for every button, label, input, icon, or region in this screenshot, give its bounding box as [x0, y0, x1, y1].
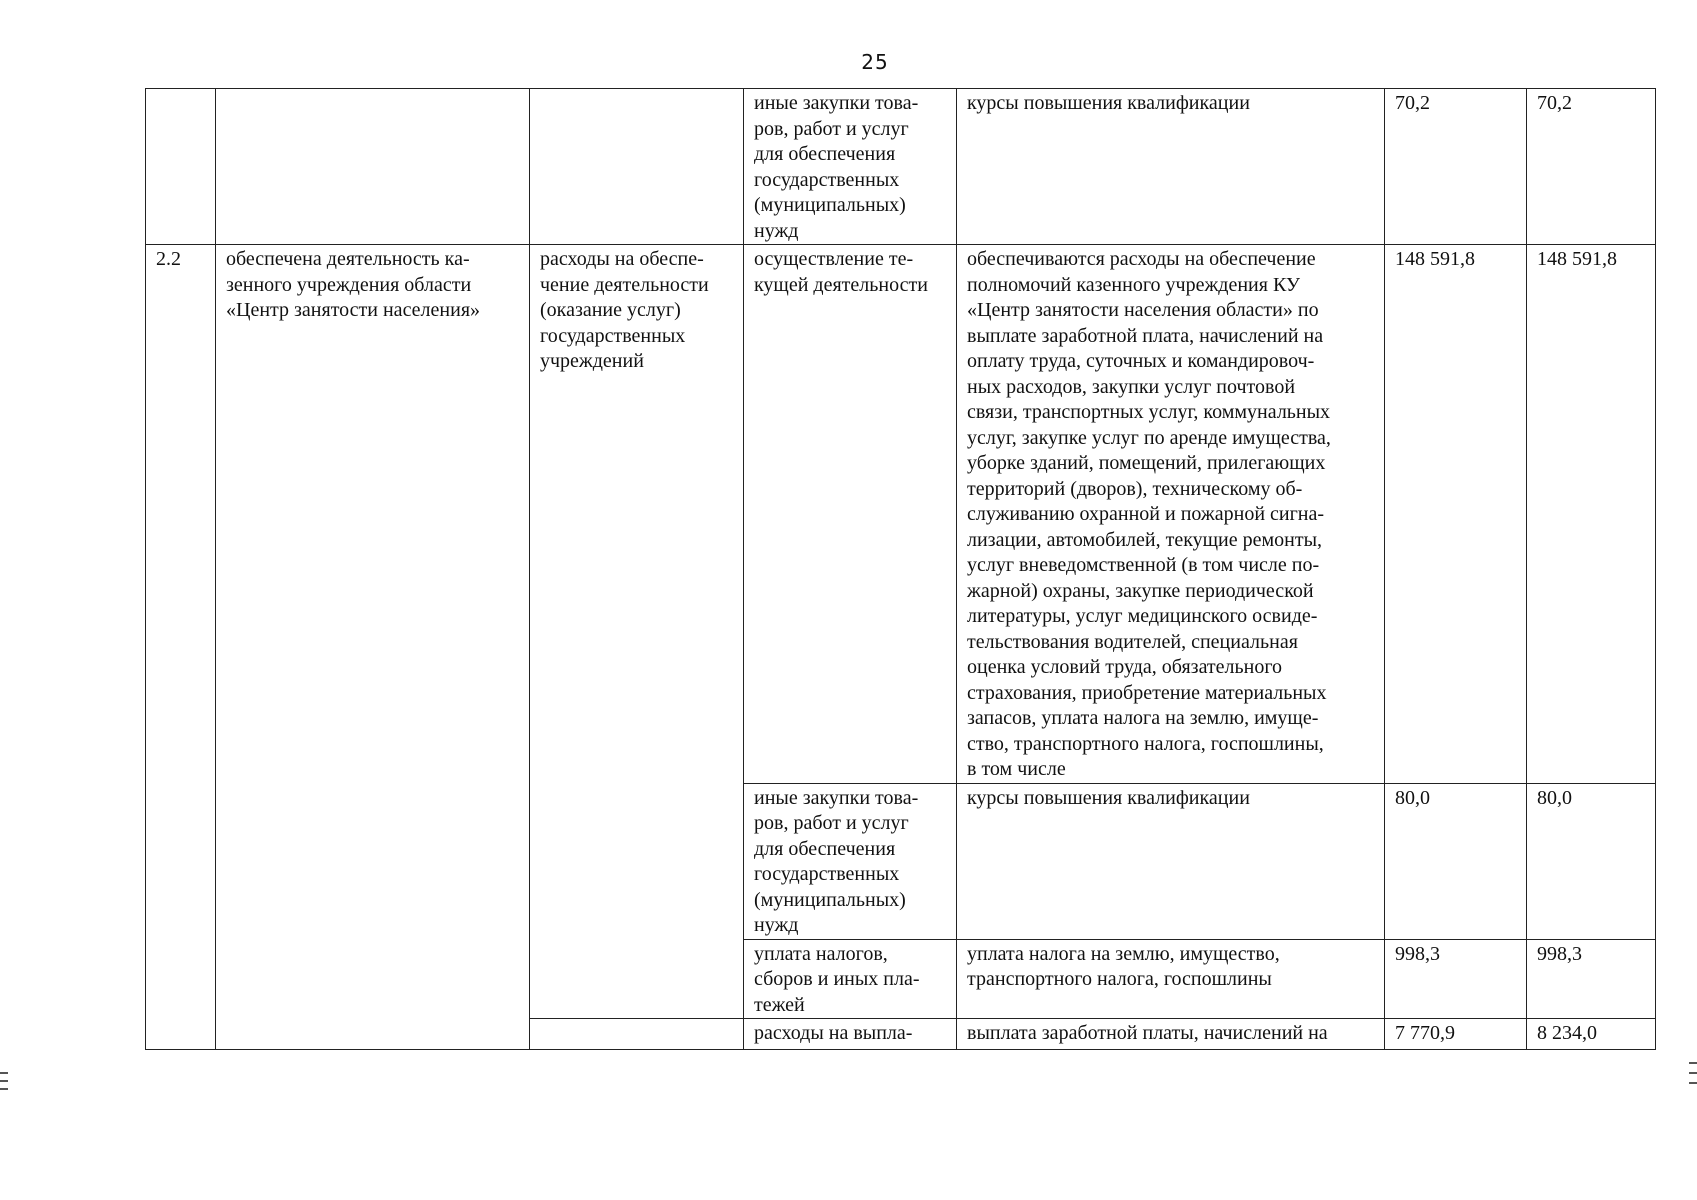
description-cell: выплата заработной платы, начислений на — [957, 1019, 1385, 1050]
expense-type-cell: расходы на выпла- — [744, 1019, 957, 1050]
scan-edge-mark — [1689, 1082, 1697, 1084]
scan-edge-mark — [0, 1080, 8, 1082]
direction-cell: расходы на обеспе- чение деятельности (оказание услуг) государственных учреждений — [530, 245, 744, 1019]
page-number: 25 — [861, 50, 889, 74]
direction-cell-empty — [530, 1019, 744, 1050]
result-cell: обеспечена деятельность ка- зенного учреждения области «Центр занятости населения» — [216, 245, 530, 1050]
scan-edge-mark — [0, 1088, 8, 1090]
expense-type-cell: осуществление те- кущей деятельности — [744, 245, 957, 784]
description-cell: обеспечиваются расходы на обеспечение полномочий казенного учреждения КУ «Центр занятости населения области» по выплате заработной плата, начислений на оплату труда, суточных и командировоч- ных расходов, закупки услуг почтовой связи, транспортных услуг, коммунальных услуг, закупке услуг по аренде имущества, уборке зданий, помещений, прилегающих территорий (дворов), техническому об- служиванию охранной и пожарной сигна- лизации, автомобилей, текущие ремонты, услуг вневедомственной (в том числе по- жарной) охраны, закупке периодической литературы, услуг медицинского освиде- тельствования водителей, специальная оценка условий труда, обязательного страхования, приобретение материальных запасов, уплата налога на землю, имуще- ство, транспортного налога, госпошлины, в том числе — [957, 245, 1385, 784]
value1-cell: 80,0 — [1385, 783, 1527, 939]
row-number-cell: 2.2 — [146, 245, 216, 1050]
value2-cell: 80,0 — [1527, 783, 1656, 939]
value2-cell: 148 591,8 — [1527, 245, 1656, 784]
value1-cell: 998,3 — [1385, 939, 1527, 1019]
scan-edge-mark — [1689, 1062, 1697, 1064]
budget-table — [145, 88, 1656, 1050]
table-row — [146, 89, 1656, 245]
description-cell: курсы повышения квалификации — [957, 89, 1385, 245]
value2-cell: 8 234,0 — [1527, 1019, 1656, 1050]
description-cell: уплата налога на землю, имущество, транспортного налога, госпошлины — [957, 939, 1385, 1019]
value1-cell: 70,2 — [1385, 89, 1527, 245]
description-cell: курсы повышения квалификации — [957, 783, 1385, 939]
value2-cell: 998,3 — [1527, 939, 1656, 1019]
value1-cell: 7 770,9 — [1385, 1019, 1527, 1050]
direction-cell — [530, 89, 744, 245]
expense-type-cell: иные закупки това- ров, работ и услуг для обеспечения государственных (муниципальных) нужд — [744, 783, 957, 939]
scan-edge-mark — [0, 1072, 8, 1074]
value2-cell: 70,2 — [1527, 89, 1656, 245]
scan-edge-mark — [1689, 1072, 1697, 1074]
expense-type-cell: уплата налогов, сборов и иных пла- тежей — [744, 939, 957, 1019]
row-number-cell — [146, 89, 216, 245]
value1-cell: 148 591,8 — [1385, 245, 1527, 784]
expense-type-cell: иные закупки това- ров, работ и услуг для обеспечения государственных (муниципальных) нужд — [744, 89, 957, 245]
result-cell — [216, 89, 530, 245]
table-row — [146, 245, 1656, 784]
